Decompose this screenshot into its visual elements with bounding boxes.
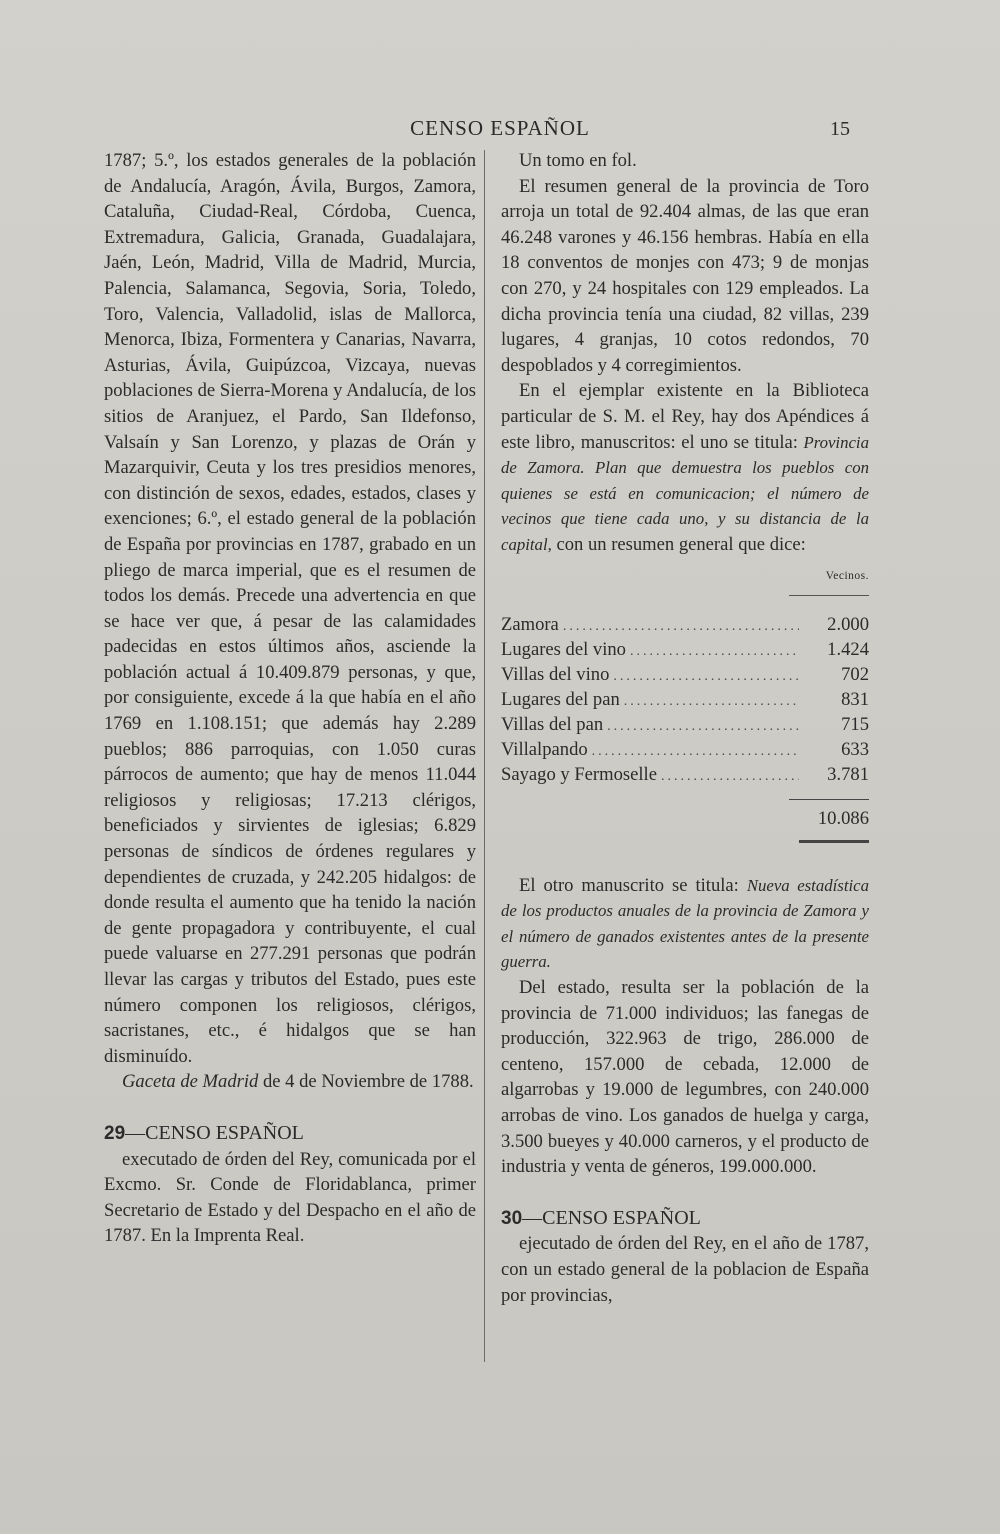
- total-rule: [789, 799, 869, 800]
- table-row: [501, 637, 869, 662]
- dot-leader: [657, 764, 799, 790]
- row-value: 831: [841, 689, 869, 711]
- dot-leader: [626, 639, 799, 665]
- row-value: 633: [841, 739, 869, 761]
- entry-29-heading: [104, 1121, 476, 1147]
- row-label: Sayago y Fermoselle: [501, 764, 657, 786]
- table-row: [501, 712, 869, 737]
- right-first-line: Un tomo en fol.: [519, 150, 637, 171]
- row-value: 2.000: [827, 614, 869, 636]
- entry-30-heading: [501, 1206, 869, 1232]
- row-label: Villas del vino: [501, 664, 610, 686]
- right-column: [501, 148, 869, 1308]
- gaceta-citation: [104, 1069, 476, 1095]
- dot-leader: [609, 664, 799, 690]
- entry-29-title: —CENSO ESPAÑOL: [125, 1121, 304, 1144]
- spacer: [501, 843, 869, 873]
- row-value: 715: [841, 714, 869, 736]
- gaceta-title: Gaceta de Madrid: [122, 1071, 259, 1093]
- estado-paragraph: Del estado, resulta ser la población de la provincia de 71.000 individuos; las fanegas de producción, 322.963 de trigo, 286.000 de centeno, 157.000 de cebada, 12.000 de algarrobas y 19.000 de legumbres, con 240.000 arrobas de vino. Los ganados de huelga y carga, 3.500 bueyes y 40.000 carneros, y el producto de industria y venta de géneros, 199.000.000.: [501, 977, 869, 1178]
- entry-29-number: 29: [104, 1122, 126, 1144]
- appendix-paragraph: [501, 378, 869, 557]
- row-label: Lugares del vino: [501, 639, 626, 661]
- gaceta-date: de 4 de Noviembre de 1788.: [258, 1071, 474, 1093]
- header-rule: [789, 595, 869, 596]
- appendix-text-end: con un resumen general que dice:: [551, 533, 806, 555]
- appendix-italic-title: Provincia de Zamora. Plan que demuestra los pueblos con quienes se está en comunicacion; el número de vecinos que tiene cada uno, y su distancia de la capital,: [501, 432, 869, 554]
- running-head: [0, 116, 1000, 140]
- table-total: 10.086: [817, 808, 869, 830]
- table-row: [501, 687, 869, 712]
- entry-30-title: —CENSO ESPAÑOL: [522, 1206, 701, 1229]
- row-value: 1.424: [827, 639, 869, 661]
- row-label: Lugares del pan: [501, 689, 620, 711]
- table-row: [501, 762, 869, 787]
- second-manuscript-start: El otro manuscrito se titula:: [519, 874, 747, 896]
- page-number: 15: [830, 118, 850, 140]
- left-column: [104, 148, 476, 1249]
- dot-leader: [603, 714, 799, 740]
- table-row: [501, 737, 869, 762]
- row-label: Zamora: [501, 614, 559, 636]
- table-row: [501, 612, 869, 637]
- row-label: Villas del pan: [501, 714, 604, 736]
- running-title: CENSO ESPAÑOL: [410, 116, 590, 140]
- entry-30-number: 30: [501, 1207, 523, 1229]
- column-divider: [484, 150, 485, 1362]
- entry-30-text: ejecutado de órden del Rey, en el año de 1787, con un estado general de la poblacion de España por provincias,: [501, 1233, 869, 1306]
- vecinos-table: [501, 612, 869, 787]
- vecinos-column-header: Vecinos.: [825, 569, 869, 582]
- table-row: [501, 662, 869, 687]
- entry-29-text: executado de órden del Rey, comunicada por el Excmo. Sr. Conde de Floridablanca, primer Secretario de Estado y del Despacho en el año de 1787. En la Imprenta Real.: [104, 1148, 476, 1247]
- toro-summary-paragraph: El resumen general de la provincia de Toro arroja un total de 92.404 almas, de las que eran 46.248 varones y 46.156 hembras. Había en ella 18 conventos de monjes con 473; 9 de monjas con 270, y 24 hospitales con 129 empleados. La dicha provincia tenía una ciudad, 82 villas, 239 lugares, 4 granjas, 10 cotos redondos, 70 despoblados y 4 corregimientos.: [501, 175, 869, 376]
- dot-leader: [620, 689, 799, 715]
- dot-leader: [559, 614, 799, 640]
- appendix-text-start: En el ejemplar existente en la Biblioteca particular de S. M. el Rey, hay dos Apéndices á este libro, manuscritos: el uno se titula:: [501, 380, 869, 453]
- dot-leader: [588, 739, 799, 765]
- second-manuscript-title: Nueva estadística de los productos anuales de la provincia de Zamora y el número de ganados existentes antes de la presente guerra.: [501, 875, 869, 972]
- second-manuscript-paragraph: [501, 873, 869, 975]
- row-value: 702: [841, 664, 869, 686]
- row-value: 3.781: [827, 764, 869, 786]
- row-label: Villalpando: [501, 739, 588, 761]
- left-paragraph-continued: 1787; 5.º, los estados generales de la población de Andalucía, Aragón, Ávila, Burgos, Zamora, Cataluña, Ciudad-Real, Córdoba, Cuenca, Extremadura, Galicia, Granada, Guadalajara, Jaén, León, Madrid, Villa de Madrid, Murcia, Palencia, Salamanca, Segovia, Soria, Toledo, Toro, Valencia, Valladolid, islas de Mallorca, Menorca, Ibiza, Formentera y Canarias, Navarra, Asturias, Ávila, Guipúzcoa, Vizcaya, nuevas poblaciones de Sierra-Morena y Andalucía, de los sitios de Aranjuez, el Pardo, San Ildefonso, Valsaín y San Lorenzo, y plazas de Orán y Mazarquivir, Ceuta y los tres presidios menores, con distinción de sexos, edades, estados, clases y exenciones; 6.º, el estado general de la población de España por provincias en 1787, grabado en un pliego de marca imperial, que es el resumen de todos los demás. Precede una advertencia en que se hace ver que, á pesar de las calamidades padecidas en estos últimos años, asciende la población actual á 10.409.879 personas, y que, por consiguiente, excede á la que había en el año 1769 en 1.108.151; que además hay 2.289 pueblos; 886 parroquias, con 1.050 curas párrocos de aumento; que hay de menos 11.044 religiosos y religiosas; 17.213 clérigos, beneficiados y sirvientes de iglesias; 6.829 personas de síndicos de órdenes regulares y dependientes de cruzada, y 242.205 hidalgos: de donde resulta el aumento que ha tenido la nación de gente propagadora y contribuyente, el cual puede valuarse en 277.291 personas que podrán llevar las cargas y tributos del Estado, pues este número componen los religiosos, clérigos, sacristanes, etc., é hidalgos que se han disminuído.: [104, 150, 476, 1067]
